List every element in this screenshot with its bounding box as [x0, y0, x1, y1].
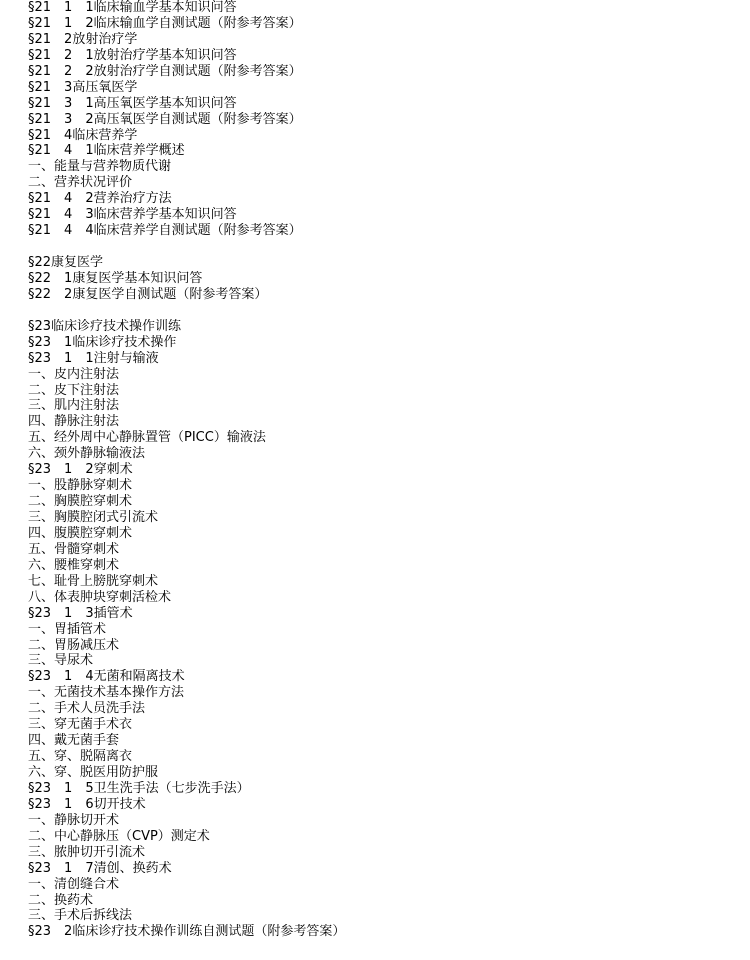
toc-entry: §23 1 2穿刺术 [28, 462, 133, 478]
toc-entry: 三、肌内注射法 [28, 398, 120, 414]
toc-entry: §21 1 1临床输血学基本知识问答 [28, 0, 237, 15]
toc-entry: 二、皮下注射法 [28, 382, 120, 398]
toc-entry: 二、营养状况评价 [28, 175, 133, 191]
toc-entry: 八、体表肿块穿刺活检术 [28, 589, 172, 605]
toc-entry: §21 4 2营养治疗方法 [28, 191, 172, 207]
toc-entry: 三、穿无菌手术衣 [28, 717, 133, 733]
toc-entry: 四、戴无菌手套 [28, 733, 120, 749]
toc-entry: §21 4 3临床营养学基本知识问答 [28, 207, 237, 223]
toc-entry: §23 1 1注射与输液 [28, 350, 159, 366]
toc-entry: §21 4临床营养学 [28, 127, 138, 143]
toc-entry: §21 4 4临床营养学自测试题（附参考答案） [28, 223, 302, 239]
toc-entry: 三、胸膜腔闭式引流术 [28, 510, 159, 525]
blank-line [28, 239, 728, 255]
toc-entry: §23 1 5卫生洗手法（七步洗手法） [28, 780, 250, 796]
toc-entry: §23 1 6切开技术 [28, 796, 146, 812]
toc-entry: §21 3高压氧医学 [28, 79, 138, 95]
toc-entry: 二、胸膜腔穿刺术 [28, 494, 133, 510]
toc-entry: 二、胃肠减压术 [28, 637, 120, 653]
toc-entry: 三、手术后拆线法 [28, 908, 133, 924]
toc-entry: §21 3 2高压氧医学自测试题（附参考答案） [28, 111, 302, 127]
toc-entry: 三、脓肿切开引流术 [28, 844, 146, 860]
toc-entry: 一、清创缝合术 [28, 876, 120, 892]
toc-entry: §21 2 1放射治疗学基本知识问答 [28, 47, 237, 63]
toc-entry: 一、静脉切开术 [28, 812, 120, 828]
toc-entry: 一、能量与营养物质代谢 [28, 159, 172, 175]
toc-entry: §21 2放射治疗学 [28, 31, 138, 47]
toc-entry: 二、换药术 [28, 892, 94, 908]
toc-entry: 四、静脉注射法 [28, 414, 120, 430]
toc-entry: §21 3 1高压氧医学基本知识问答 [28, 95, 237, 111]
toc-entry: 一、胃插管术 [28, 621, 107, 637]
toc-entry: §23 1临床诊疗技术操作 [28, 334, 177, 350]
toc-entry: 六、穿、脱医用防护服 [28, 765, 159, 780]
toc-entry: 七、耻骨上膀胱穿刺术 [28, 573, 159, 589]
toc-entry: 六、颈外静脉输液法 [28, 446, 146, 462]
toc-entry: §23 2临床诊疗技术操作训练自测试题（附参考答案） [28, 924, 346, 940]
toc-entry: §21 4 1临床营养学概述 [28, 143, 185, 159]
toc-entry: 四、腹膜腔穿刺术 [28, 525, 133, 541]
toc-entry: 一、无菌技术基本操作方法 [28, 685, 185, 701]
toc-entry: §21 2 2放射治疗学自测试题（附参考答案） [28, 63, 302, 79]
toc-entry: §22 1康复医学基本知识问答 [28, 270, 203, 286]
toc-entry: 五、穿、脱隔离衣 [28, 749, 133, 765]
table-of-contents [28, 0, 728, 940]
toc-entry: 二、中心静脉压（CVP）测定术 [28, 828, 210, 844]
toc-entry: §23临床诊疗技术操作训练 [28, 318, 182, 334]
toc-entry: 一、皮内注射法 [28, 366, 120, 382]
blank-line [28, 303, 728, 319]
toc-entry: §21 1 2临床输血学自测试题（附参考答案） [28, 15, 302, 31]
toc-entry: 五、骨髓穿刺术 [28, 541, 120, 557]
toc-entry: 六、腰椎穿刺术 [28, 557, 120, 573]
toc-entry: 三、导尿术 [28, 653, 94, 669]
toc-entry: 二、手术人员洗手法 [28, 701, 146, 717]
toc-entry: §23 1 3插管术 [28, 605, 133, 621]
toc-entry: §23 1 4无菌和隔离技术 [28, 669, 185, 685]
toc-entry: §22 2康复医学自测试题（附参考答案） [28, 286, 268, 302]
toc-entry: §22康复医学 [28, 255, 104, 270]
toc-entry: 五、经外周中心静脉置管（PICC）输液法 [28, 430, 266, 446]
toc-entry: 一、股静脉穿刺术 [28, 478, 133, 494]
toc-entry: §23 1 7清创、换药术 [28, 860, 172, 876]
